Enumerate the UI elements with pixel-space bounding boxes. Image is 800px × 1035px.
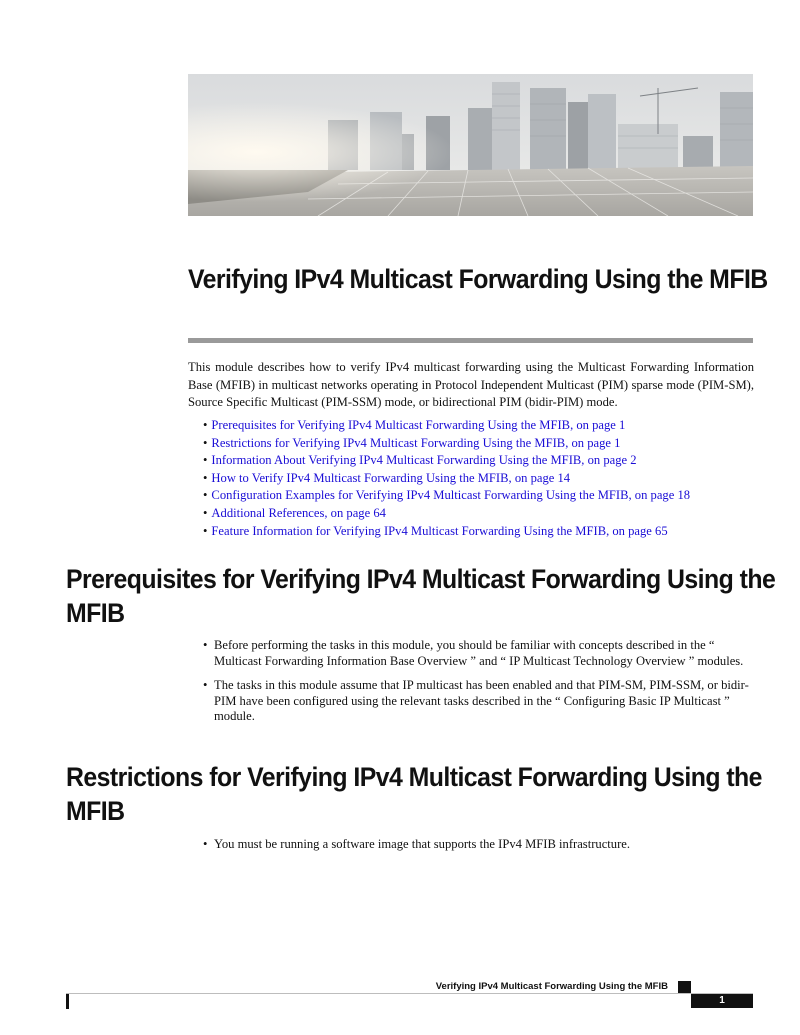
page-title-text: Verifying IPv4 Multicast Forwarding Using the MFIB [188,264,768,294]
toc-item [203,417,763,435]
restrictions-heading [66,760,762,828]
bullet-icon: • [203,470,208,485]
list-item-text: You must be running a software image that supports the IPv4 MFIB infrastructure. [214,837,631,851]
toc-item [203,470,763,488]
prerequisites-heading-line2: MFIB [66,598,125,628]
list-item-text: The tasks in this module assume that IP multicast has been enabled and that PIM-SM, PIM-SSM, or bidir-PIM have been configured using the relevant tasks described in the “ Configuring Basic IP Multicast ” module. [214,678,749,724]
toc-item [203,487,763,505]
footer-marker [678,981,691,993]
toc-link-feature-information[interactable]: Feature Information for Verifying IPv4 Multicast Forwarding Using the MFIB, on page 65 [211,523,668,538]
bullet-icon: • [203,418,208,432]
bullet-icon: • [203,453,208,468]
toc-item [203,505,763,523]
prerequisites-heading [66,562,776,630]
list-item [203,638,754,669]
restrictions-heading-line2: MFIB [66,796,125,826]
table-of-contents [203,417,763,540]
intro-paragraph: This module describes how to verify IPv4 multicast forwarding using the Multicast Forwarding Information Base (MFIB) in multicast networks operating in Protocol Independent Multicast (PIM) sparse mode (PIM-SM), Source Specific Multicast (PIM-SSM) mode, or bidirectional PIM (bidir-PIM) mode. [188,360,754,410]
list-item [203,837,754,853]
bullet-icon: • [203,638,208,652]
header-banner-image [188,74,753,216]
toc-item [203,523,763,541]
bullet-icon: • [203,435,208,450]
list-item [203,678,754,725]
toc-link-additional-references[interactable]: Additional References, on page 64 [211,505,386,520]
bullet-icon: • [203,523,208,538]
list-item-text: Before performing the tasks in this module, you should be familiar with concepts described in the “ Multicast Forwarding Information Base Overview ” and “ IP Multicast Technology Overview ” modules. [214,638,744,668]
bullet-icon: • [203,488,208,503]
restrictions-heading-line1: Restrictions for Verifying IPv4 Multicast Forwarding Using the [66,762,762,792]
city-skyline-illustration [188,74,753,216]
page-number: 1 [691,994,753,1008]
footer-rule [66,993,753,994]
toc-link-restrictions[interactable]: Restrictions for Verifying IPv4 Multicast Forwarding Using the MFIB, on page 1 [211,435,621,450]
title-underline-rule [188,338,753,343]
bullet-icon: • [203,837,208,851]
toc-item [203,435,763,453]
toc-link-how-to[interactable]: How to Verify IPv4 Multicast Forwarding Using the MFIB, on page 14 [211,470,571,485]
bullet-icon: • [203,678,208,693]
toc-link-information[interactable]: Information About Verifying IPv4 Multicast Forwarding Using the MFIB, on page 2 [211,453,637,468]
page-title [188,262,768,296]
footer-document-title: Verifying IPv4 Multicast Forwarding Using the MFIB [435,981,668,992]
toc-link-configuration-examples[interactable]: Configuration Examples for Verifying IPv4 Multicast Forwarding Using the MFIB, on page 18 [211,488,691,503]
toc-link-prerequisites[interactable]: Prerequisites for Verifying IPv4 Multicast Forwarding Using the MFIB, on page 1 [211,418,626,432]
prerequisites-heading-line1: Prerequisites for Verifying IPv4 Multicast Forwarding Using the [66,564,776,594]
toc-item [203,452,763,470]
prerequisites-list [203,638,754,734]
restrictions-list [203,837,754,862]
bullet-icon: • [203,505,208,520]
footer-left-bar [66,994,69,1009]
